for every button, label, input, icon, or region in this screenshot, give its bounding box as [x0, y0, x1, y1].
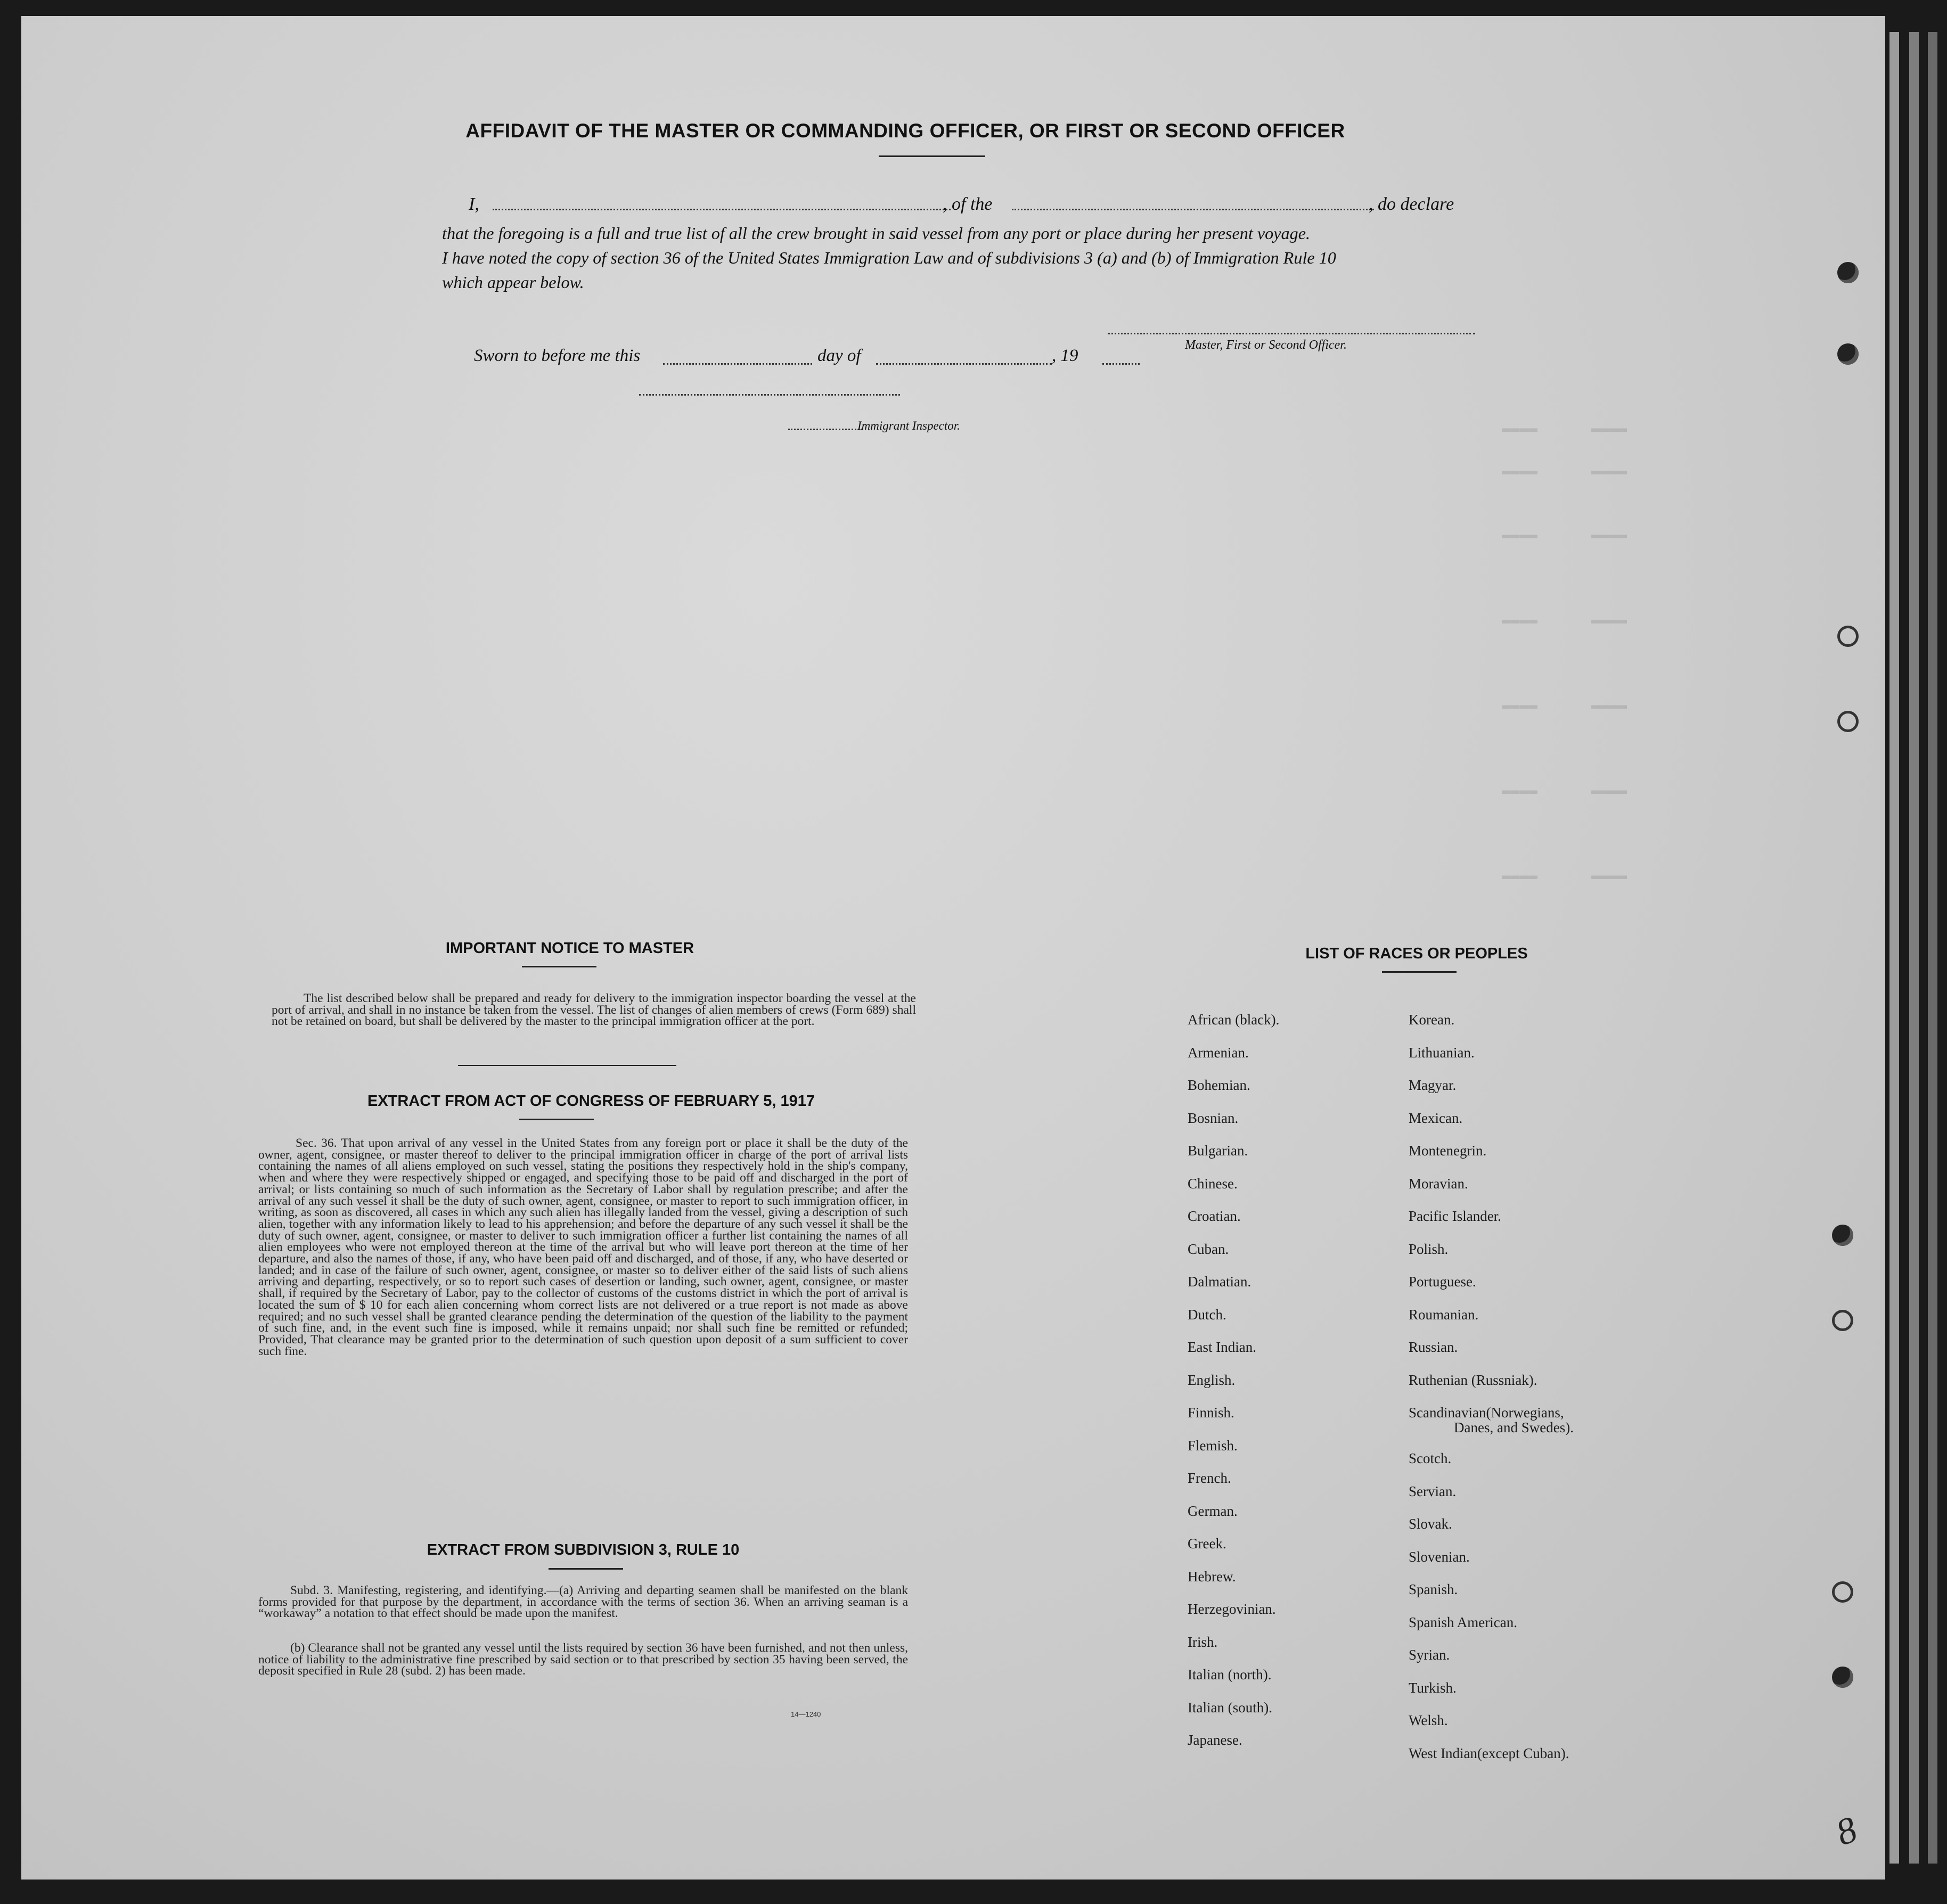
sworn-day-blank: [663, 351, 812, 365]
binder-hole: [1832, 1581, 1853, 1603]
race-item: Syrian.: [1409, 1647, 1450, 1663]
affidavit-body: [442, 221, 1336, 294]
race-item: Spanish American.: [1409, 1614, 1517, 1630]
race-item: Croatian.: [1188, 1208, 1241, 1224]
notice-rule: [522, 966, 596, 967]
race-item: Chinese.: [1188, 1175, 1238, 1192]
race-item: Korean.: [1409, 1012, 1455, 1028]
act-text: Sec. 36. That upon arrival of any vessel in the United States from any foreign port or place it shall be the duty of the owner, agent, consignee, or master thereof to deliver to the principal immigration officer in charge of the port of arrival lists containing the names of all aliens employed on such vessel, stating the positions they respectively hold in the ship's company, when and where they were respectively shipped or engaged, and specifying those to be paid off and discharged in the port of arrival; or lists containing so much of such information as the Secretary of Labor shall by regulation prescribe; and after the arrival of any such vessel it shall be the duty of such owner, agent, consignee, or master to report to such immigration officer, in writing, as soon as discovered, all cases in which any such alien has illegally landed from the vessel, giving a description of such alien, together with any information likely to lead to his apprehension; and before the departure of any such vessel it shall be the duty of such owner, agent, consignee, or master to deliver to such immigration officer a further list containing the names of all alien employees who were not employed thereon at the time of the arrival but who will leave port thereon at the time of her departure, and also the names of those, if any, who have been paid off and discharged, and of those, if any, who have deserted or landed; and in case of the failure of such owner, agent, consignee, or master so to deliver either of the said lists of such aliens arriving and departing, respectively, or so to report such cases of desertion or landing, such owner, agent, consignee, or master shall, if required by the Secretary of Labor, pay to the collector of customs of the customs district in which the port of arrival is located the sum of $ 10 for each alien concerning whom correct lists are not delivered or a true report is not made as above required; and no such vessel shall be granted clearance pending the determination of the question of the liability to the payment of such fine, and, in the event such fine is imposed, while it remains unpaid; nor shall such fine be remitted or refunded; Provided, That clearance may be granted prior to the determination of such question upon deposit of a sum sufficient to cover such fine.: [258, 1136, 908, 1358]
race-item: Servian.: [1409, 1483, 1457, 1499]
race-item: Welsh.: [1409, 1712, 1448, 1728]
race-item: Scandinavian(Norwegians,: [1409, 1405, 1564, 1421]
position-blank: [1012, 197, 1374, 210]
race-item: Portuguese.: [1409, 1274, 1476, 1290]
race-item: Magyar.: [1409, 1077, 1457, 1093]
page-edge: [1889, 32, 1899, 1864]
race-item: Pacific Islander.: [1409, 1208, 1501, 1224]
affidavit-body-line: I have noted the copy of section 36 of the United States Immigration Law and of subdivisions 3 (a) and (b) of Immigration Rule 10: [442, 248, 1336, 267]
binder-hole: [1837, 343, 1859, 365]
binder-hole: [1837, 262, 1859, 283]
inspector-signature-line: [639, 389, 900, 396]
day-of-text: day of: [817, 346, 861, 365]
race-item: Hebrew.: [1188, 1568, 1236, 1585]
race-item: Dalmatian.: [1188, 1274, 1251, 1290]
act-rule: [519, 1119, 594, 1120]
race-item: Cuban.: [1188, 1241, 1229, 1257]
race-item: East Indian.: [1188, 1339, 1256, 1355]
notice-separator: [458, 1065, 676, 1066]
rule-title: EXTRACT FROM SUBDIVISION 3, RULE 10: [427, 1541, 740, 1558]
race-item: Flemish.: [1188, 1437, 1238, 1454]
binder-hole: [1837, 711, 1859, 732]
race-item: Lithuanian.: [1409, 1044, 1475, 1061]
act-title: EXTRACT FROM ACT OF CONGRESS OF FEBRUARY 5, 1917: [367, 1093, 815, 1110]
page-edge: [1928, 32, 1937, 1864]
race-item: Danes, and Swedes).: [1454, 1419, 1574, 1435]
inspector-label-leader: [788, 423, 863, 430]
notice-text: The list described below shall be prepared and ready for delivery to the immigration inspector boarding the vessel at the port of arrival, and shall in no instance be taken from the vessel. The list of changes of alien members of crews (Form 689) shall not be retained on board, but shall be delivered by the master to the principal immigration officer at the port.: [272, 991, 916, 1029]
bleed-through: ▬▬▬▬ ▬▬▬▬: [1502, 463, 1627, 480]
race-item: Bohemian.: [1188, 1077, 1250, 1093]
affidavit-do-declare: , do declare: [1369, 194, 1454, 214]
race-item: African (black).: [1188, 1012, 1280, 1028]
affidavit-body-line: that the foregoing is a full and true list of all the crew brought in said vessel from any port or place during her present voyage.: [442, 224, 1311, 243]
year-prefix: , 19: [1052, 346, 1078, 365]
race-item: Spanish.: [1409, 1581, 1458, 1597]
race-item: Italian (north).: [1188, 1667, 1272, 1683]
bleed-through: ▬▬▬▬ ▬▬▬▬: [1502, 612, 1627, 629]
rule-text-b: (b) Clearance shall not be granted any vessel until the lists required by section 36 have been furnished, and not then unless, notice of liability to the administrative fine prescribed by said section or to that prescribed by section 35 having been served, the deposit specified in Rule 28 (subd. 2) has been made.: [258, 1641, 908, 1678]
bleed-through: ▬▬▬▬ ▬▬▬▬: [1502, 868, 1627, 884]
race-item: Dutch.: [1188, 1306, 1226, 1323]
race-item: Armenian.: [1188, 1044, 1249, 1061]
affidavit-line-i: I,: [469, 194, 479, 214]
form-number: 14—1240: [791, 1710, 821, 1718]
race-item: Slovenian.: [1409, 1548, 1470, 1565]
race-item: Russian.: [1409, 1339, 1458, 1355]
margin-mark: 8: [1830, 1809, 1862, 1854]
rule-text-a: Subd. 3. Manifesting, registering, and identifying.—(a) Arriving and departing seamen shall be manifested on the blank forms provided for that purpose by the department, in accordance with the terms of section 36. When an arriving seaman is a “workaway” a notation to that effect should be made upon the manifest.: [258, 1583, 908, 1621]
race-item: English.: [1188, 1372, 1236, 1388]
race-item: Japanese.: [1188, 1732, 1242, 1748]
race-item: Greek.: [1188, 1536, 1226, 1552]
race-item: Italian (south).: [1188, 1699, 1272, 1716]
race-item: German.: [1188, 1503, 1238, 1519]
year-blank: [1102, 351, 1140, 365]
bleed-through: ▬▬▬▬ ▬▬▬▬: [1502, 783, 1627, 799]
races-title: LIST OF RACES OR PEOPLES: [1305, 945, 1528, 962]
races-rule: [1382, 971, 1457, 973]
inspector-label: Immigrant Inspector.: [857, 419, 960, 432]
bleed-through: ▬▬▬▬ ▬▬▬▬: [1502, 697, 1627, 714]
race-item: Bulgarian.: [1188, 1143, 1248, 1159]
race-item: Ruthenian (Russniak).: [1409, 1372, 1537, 1388]
sworn-text: Sworn to before me this: [474, 346, 641, 365]
sworn-month-blank: [876, 351, 1052, 365]
master-signature-line: [1108, 327, 1475, 334]
race-item: Slovak.: [1409, 1516, 1452, 1532]
affidavit-title: AFFIDAVIT OF THE MASTER OR COMMANDING OFFICER, OR FIRST OR SECOND OFFICER: [465, 120, 1345, 142]
title-rule: [879, 155, 985, 157]
race-item: West Indian(except Cuban).: [1409, 1745, 1569, 1761]
binder-hole: [1832, 1225, 1853, 1246]
bleed-through: ▬▬▬▬ ▬▬▬▬: [1502, 527, 1627, 544]
race-item: French.: [1188, 1470, 1231, 1486]
race-item: Scotch.: [1409, 1450, 1452, 1466]
binder-hole: [1832, 1310, 1853, 1331]
bleed-through: ▬▬▬▬ ▬▬▬▬: [1502, 421, 1627, 437]
binder-hole: [1832, 1667, 1853, 1688]
race-item: Herzegovinian.: [1188, 1601, 1276, 1617]
race-item: Montenegrin.: [1409, 1143, 1487, 1159]
race-item: Irish.: [1188, 1634, 1218, 1650]
race-item: Finnish.: [1188, 1405, 1234, 1421]
document-sheet: [21, 16, 1885, 1880]
affidavit-line-of-the: , of the: [943, 194, 993, 214]
name-blank: [493, 197, 951, 210]
affidavit-body-line: which appear below.: [442, 273, 584, 292]
notice-title: IMPORTANT NOTICE TO MASTER: [445, 940, 694, 957]
race-item: Moravian.: [1409, 1175, 1468, 1192]
race-item: Roumanian.: [1409, 1306, 1479, 1323]
binder-hole: [1837, 626, 1859, 647]
race-item: Turkish.: [1409, 1679, 1457, 1696]
page-edge: [1909, 32, 1919, 1864]
rule-rule: [549, 1568, 623, 1570]
race-item: Bosnian.: [1188, 1110, 1239, 1126]
race-item: Mexican.: [1409, 1110, 1463, 1126]
race-item: Polish.: [1409, 1241, 1449, 1257]
master-signature-label: Master, First or Second Officer.: [1185, 338, 1347, 352]
